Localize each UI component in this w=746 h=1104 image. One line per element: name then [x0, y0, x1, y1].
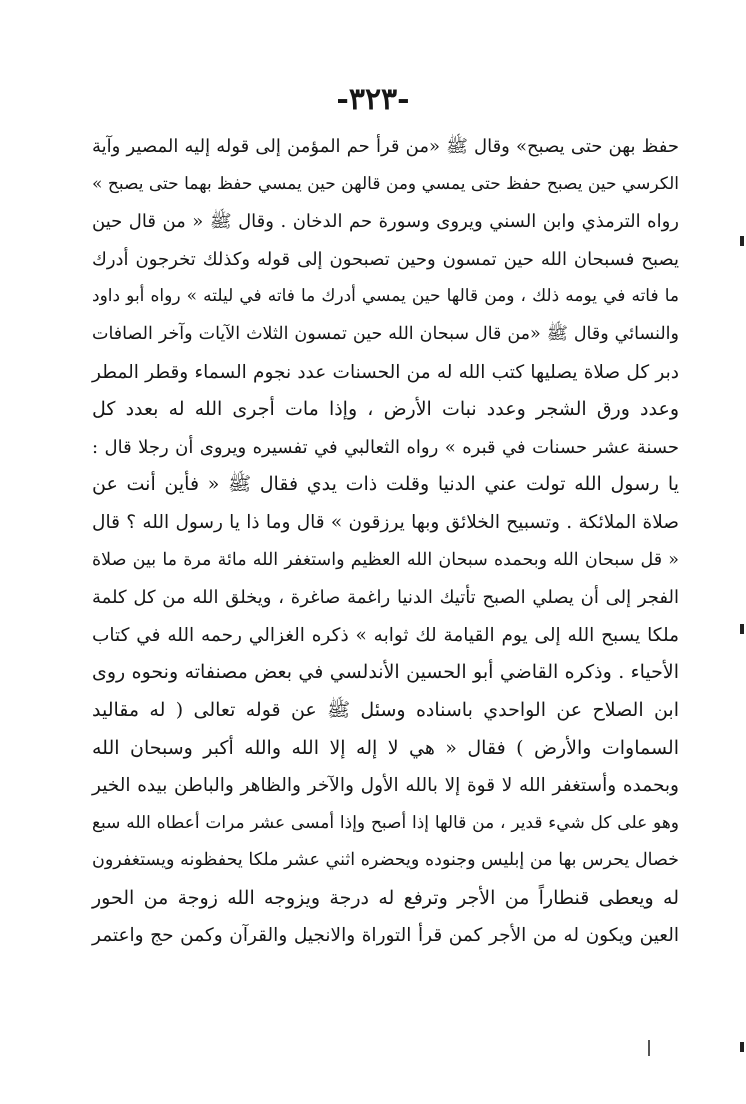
text-line: رواه الترمذي وابن السني ويروى وسورة حم الدخان . وقال ﷺ « من قال حين: [92, 211, 679, 233]
text-line: السماوات والأرض ) فقال « هي لا إله إلا الله والله أكبر وسبحان الله: [92, 736, 679, 759]
text-line: دبر كل صلاة يصليها كتب الله له من الحسنات عدد نجوم السماء وقطر المطر: [92, 361, 679, 383]
margin-mark: [740, 624, 744, 634]
text-line: الأحياء . وذكره القاضي أبو الحسين الأندلسي في بعض مصنفاته ونحوه روى: [92, 661, 679, 684]
text-line: وعدد ورق الشجر وعدد نبات الأرض ، وإذا مات أجرى الله له بعدد كل: [92, 398, 679, 421]
margin-mark: [648, 1040, 650, 1056]
text-line: « قل سبحان الله وبحمده سبحان الله العظيم واستغفر الله مائة مرة ما بين صلاة: [92, 549, 679, 570]
text-line: حفظ بهن حتى يصبح» وقال ﷺ «من قرأ حم المؤمن إلى قوله إليه المصير وآية: [92, 136, 679, 157]
text-line: له ويعطى قنطاراً من الأجر وترفع له درجة ويزوجه الله زوجة من الحور: [92, 886, 679, 909]
margin-mark: [740, 236, 744, 246]
text-line: الفجر إلى أن يصلي الصبح تأتيك الدنيا راغمة صاغرة ، ويخلق الله من كل كلمة: [92, 587, 679, 609]
text-line: يصبح فسبحان الله حين تمسون وحين تصبحون إلى قوله وكذلك تخرجون أدرك: [92, 248, 679, 270]
text-line: وبحمده وأستغفر الله لا قوة إلا بالله الأول والآخر والظاهر والباطن بيده الخير: [92, 775, 679, 797]
text-line: يا رسول الله تولت عني الدنيا وقلت ذات يدي فقال ﷺ « فأين أنت عن: [92, 473, 679, 496]
text-line: الكرسي حين يصبح حفظ حتى يمسي ومن قالهن حين يمسي حفظ بهما حتى يصبح »: [92, 173, 679, 194]
text-line: صلاة الملائكة . وتسبيح الخلائق وبها يرزقون » قال وما ذا يا رسول الله ؟ قال: [92, 511, 679, 533]
page-number: -٣٢٣-: [336, 82, 410, 117]
text-line: ملكا يسبح الله إلى يوم القيامة لك ثوابه » ذكره الغزالي رحمه الله في كتاب: [92, 624, 679, 646]
text-line: العين ويكون له من الأجر كمن قرأ التوراة والانجيل والقرآن وكمن حج واعتمر: [92, 925, 679, 947]
margin-mark: [740, 1042, 744, 1052]
text-line: ابن الصلاح عن الواحدي باسناده وسئل ﷺ عن قوله تعالى ( له مقاليد: [92, 698, 679, 721]
text-line: وهو على كل شيء قدير ، من قالها إذا أصبح وإذا أمسى عشر مرات أعطاه الله سبع: [92, 812, 679, 833]
text-line: والنسائي وقال ﷺ «من قال سبحان الله حين تمسون الثلاث الآيات وآخر الصافات: [92, 323, 679, 344]
text-line: ما فاته في يومه ذلك ، ومن قالها حين يمسي أدرك ما فاته في ليلته » رواه أبو داود: [92, 286, 679, 307]
text-body: [92, 128, 679, 955]
text-line: خصال يحرس بها من إبليس وجنوده ويحضره اثني عشر ملكا يحفظونه ويستغفرون: [92, 850, 679, 871]
text-line: حسنة عشر حسنات في قبره » رواه الثعالبي في تفسيره ويروى أن رجلا قال :: [92, 436, 679, 458]
